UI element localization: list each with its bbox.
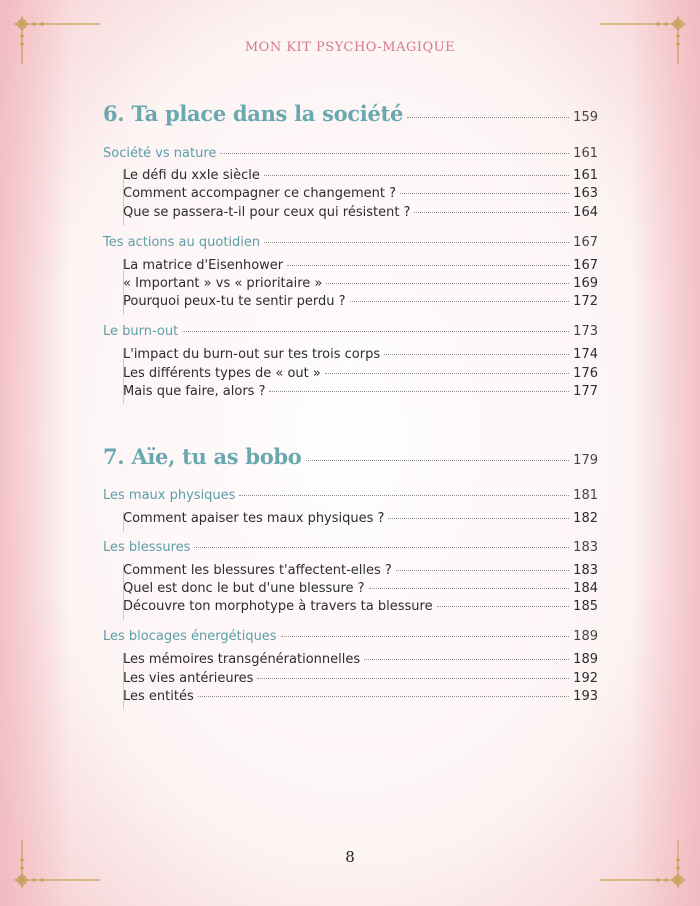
entry-title: Découvre ton morphotype à travers ta blessure	[123, 599, 433, 614]
dot-leader	[239, 495, 569, 496]
dot-leader	[264, 242, 569, 243]
dot-leader	[350, 301, 570, 302]
dot-leader	[306, 460, 570, 461]
section-page: 189	[573, 629, 598, 644]
entry-page: 169	[573, 276, 598, 291]
dot-leader	[407, 117, 569, 118]
dot-leader	[281, 636, 570, 637]
dot-leader	[269, 391, 569, 392]
entry-title: Les vies antérieures	[123, 671, 254, 686]
right-glitter-border	[630, 0, 700, 906]
entry-title: Mais que faire, alors ?	[123, 384, 266, 399]
entry-page: 167	[573, 258, 598, 273]
toc-entry[interactable]	[123, 581, 598, 596]
dot-leader	[388, 518, 569, 519]
chapter-page: 179	[573, 453, 598, 468]
dot-leader	[198, 696, 569, 697]
toc-entry[interactable]	[123, 652, 598, 667]
chapter-page: 159	[573, 110, 598, 125]
toc-section[interactable]	[103, 146, 598, 161]
entry-page: 164	[573, 205, 598, 220]
toc-entry[interactable]	[123, 563, 598, 578]
dot-leader	[194, 547, 569, 548]
entry-title: Pourquoi peux-tu te sentir perdu ?	[123, 294, 346, 309]
toc-entry[interactable]	[123, 511, 598, 526]
dot-leader	[326, 283, 569, 284]
toc-entry[interactable]	[123, 294, 598, 309]
toc-section[interactable]	[103, 488, 598, 503]
section-title: Tes actions au quotidien	[103, 235, 261, 250]
toc-section[interactable]	[103, 324, 598, 339]
entry-title: L'impact du burn-out sur tes trois corps	[123, 347, 381, 362]
dot-leader	[220, 153, 569, 154]
dot-leader	[384, 354, 569, 355]
section-title: Société vs nature	[103, 146, 217, 161]
section-page: 167	[573, 235, 598, 250]
entry-page: 177	[573, 384, 598, 399]
toc-chapter-7[interactable]	[103, 444, 598, 469]
entry-title: La matrice d'Eisenhower	[123, 258, 284, 273]
entry-page: 189	[573, 652, 598, 667]
toc-entry[interactable]	[123, 258, 598, 273]
entry-title: Les différents types de « out »	[123, 366, 321, 381]
entry-page: 176	[573, 366, 598, 381]
toc-chapter-6[interactable]	[103, 101, 598, 126]
toc-section[interactable]	[103, 629, 598, 644]
toc-section[interactable]	[103, 235, 598, 250]
section-page: 173	[573, 324, 598, 339]
dot-leader	[369, 588, 570, 589]
entry-page: 174	[573, 347, 598, 362]
section-title: Le burn-out	[103, 324, 179, 339]
entry-title: Quel est donc le but d'une blessure ?	[123, 581, 365, 596]
toc-entry[interactable]	[123, 599, 598, 614]
entry-title: Comment accompagner ce changement ?	[123, 186, 397, 201]
toc-entry[interactable]	[123, 186, 598, 201]
section-title: Les blessures	[103, 540, 191, 555]
entry-title: Comment apaiser tes maux physiques ?	[123, 511, 385, 526]
dot-leader	[400, 193, 569, 194]
dot-leader	[364, 659, 569, 660]
entry-page: 182	[573, 511, 598, 526]
dot-leader	[437, 606, 570, 607]
entry-title: Que se passera-t-il pour ceux qui résistent ?	[123, 205, 411, 220]
section-title: Les blocages énergétiques	[103, 629, 277, 644]
chapter-title: 7. Aïe, tu as bobo	[103, 444, 302, 469]
dot-leader	[257, 678, 569, 679]
entry-page: 172	[573, 294, 598, 309]
running-head: MON KIT PSYCHO-MAGIQUE	[244, 40, 456, 55]
entry-title: Les mémoires transgénérationnelles	[123, 652, 361, 667]
section-page: 161	[573, 146, 598, 161]
entry-page: 184	[573, 581, 598, 596]
toc-entry[interactable]	[123, 168, 598, 183]
entry-page: 163	[573, 186, 598, 201]
section-title: Les maux physiques	[103, 488, 236, 503]
page-number: 8	[345, 848, 355, 866]
toc-entry[interactable]	[123, 205, 598, 220]
toc-entry[interactable]	[123, 671, 598, 686]
toc-entry[interactable]	[123, 276, 598, 291]
section-page: 181	[573, 488, 598, 503]
dot-leader	[325, 373, 569, 374]
entry-page: 192	[573, 671, 598, 686]
toc-entry[interactable]	[123, 366, 598, 381]
entry-page: 193	[573, 689, 598, 704]
entry-page: 185	[573, 599, 598, 614]
toc-section[interactable]	[103, 540, 598, 555]
dot-leader	[414, 212, 569, 213]
toc-entry[interactable]	[123, 384, 598, 399]
entry-title: « Important » vs « prioritaire »	[123, 276, 323, 291]
left-glitter-border	[0, 0, 70, 906]
entry-title: Le défi du xxIe siècle	[123, 168, 260, 183]
chapter-title: 6. Ta place dans la société	[103, 101, 403, 126]
dot-leader	[182, 331, 569, 332]
toc-entry[interactable]	[123, 689, 598, 704]
entry-title: Comment les blessures t'affectent-elles ?	[123, 563, 392, 578]
toc-entry[interactable]	[123, 347, 598, 362]
entry-page: 161	[573, 168, 598, 183]
dot-leader	[287, 265, 569, 266]
entry-title: Les entités	[123, 689, 194, 704]
dot-leader	[396, 570, 569, 571]
section-page: 183	[573, 540, 598, 555]
dot-leader	[264, 175, 569, 176]
entry-page: 183	[573, 563, 598, 578]
